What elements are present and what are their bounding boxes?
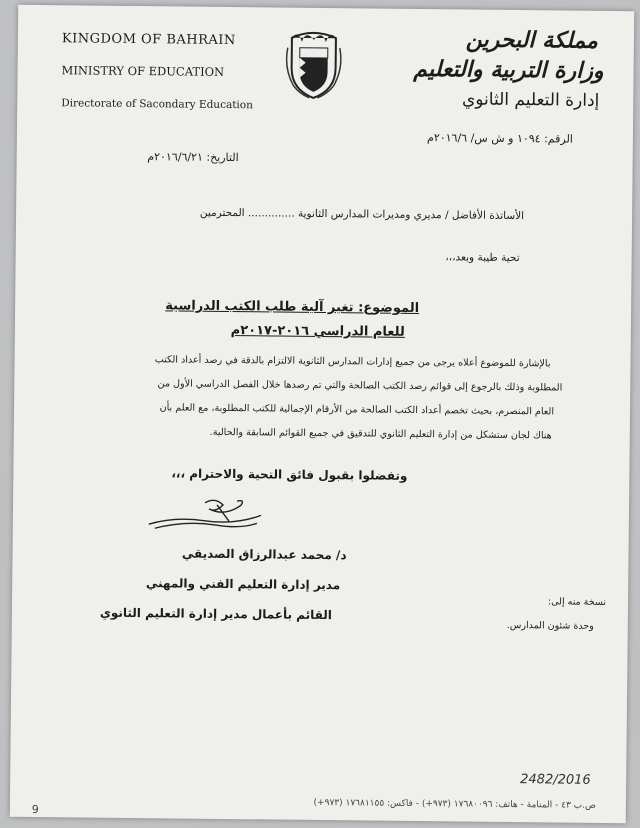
signatory-title-2: القائم بأعمال مدير إدارة التعليم الثانوي [99, 605, 332, 623]
subject-line: الموضوع: تغير آلية طلب الكتب الدراسية [165, 298, 420, 317]
header-directorate-ar: إدارة التعليم الثانوي [461, 89, 600, 111]
copy-to-label: نسخة منه إلى: [547, 596, 607, 608]
handwritten-registration: 2482/2016 [520, 772, 591, 788]
page-number: 9 [31, 802, 39, 817]
body-line-1: بالإشارة للموضوع أعلاه يرجى من جميع إدارات المدارس الثانوية الالتزام بالدقة في رصد أعداد الكتب [154, 354, 551, 370]
closing-remarks: وتفضلوا بقبول فائق التحية والاحترام ،،، [171, 466, 408, 483]
body-line-2: المطلوبة وذلك بالرجوع إلى قوائم رصد الكتب الصالحة والتي تم رصدها خلال الفصل الدراسي الأول من [157, 378, 563, 394]
footer-contact: ص.ب ٤٣ - المنامة - هاتف: ١٧٦٨٠٠٩٦ (٩٧٣+) - فاكس: ١٧٦٨١١٥٥ (٩٧٣+) [313, 797, 596, 811]
copy-to-item: وحدة شئون المدارس. [506, 619, 594, 632]
signatory-title-1: مدير إدارة التعليم الفني والمهني [145, 576, 341, 593]
header-ministry-ar: وزارة التربية والتعليم [413, 56, 604, 84]
header-kingdom-en: KINGDOM OF BAHRAIN [61, 31, 236, 49]
reference-number: الرقم: ١٠٩٤ و ش س/ ٢٠١٦/٦م [426, 131, 573, 146]
subject-year: للعام الدراسي ٢٠١٦-٢٠١٧م [230, 323, 405, 340]
header-directorate-en: Directorate of Sacondary Education [61, 97, 253, 112]
header-ministry-en: MINISTRY OF EDUCATION [61, 63, 225, 79]
bahrain-emblem-icon [285, 28, 342, 101]
header-kingdom-ar: مملكة البحرين [465, 27, 599, 54]
signature-image [145, 494, 265, 535]
body-line-4: هناك لجان ستشكل من إدارة التعليم الثانوي للتدقيق في جميع القوائم السابقة والحالية. [209, 426, 552, 442]
addressee-line: الأساتذة الأفاضل / مديري ومديرات المدارس الثانوية .............. المحترمين [199, 206, 525, 223]
signatory-name: د/ محمد عبدالرزاق الصديقي [181, 546, 347, 563]
document-page [10, 5, 634, 823]
body-line-3: العام المنصرم، بحيث تخصم أعداد الكتب الصالحة من الأرقام الإجمالية للكتب المطلوبة، مع العلم بأن [159, 402, 555, 418]
document-date: التاريخ: ٢٠١٦/٦/٢١م [147, 150, 239, 165]
greeting: تحية طيبة وبعد،،، [445, 251, 520, 265]
